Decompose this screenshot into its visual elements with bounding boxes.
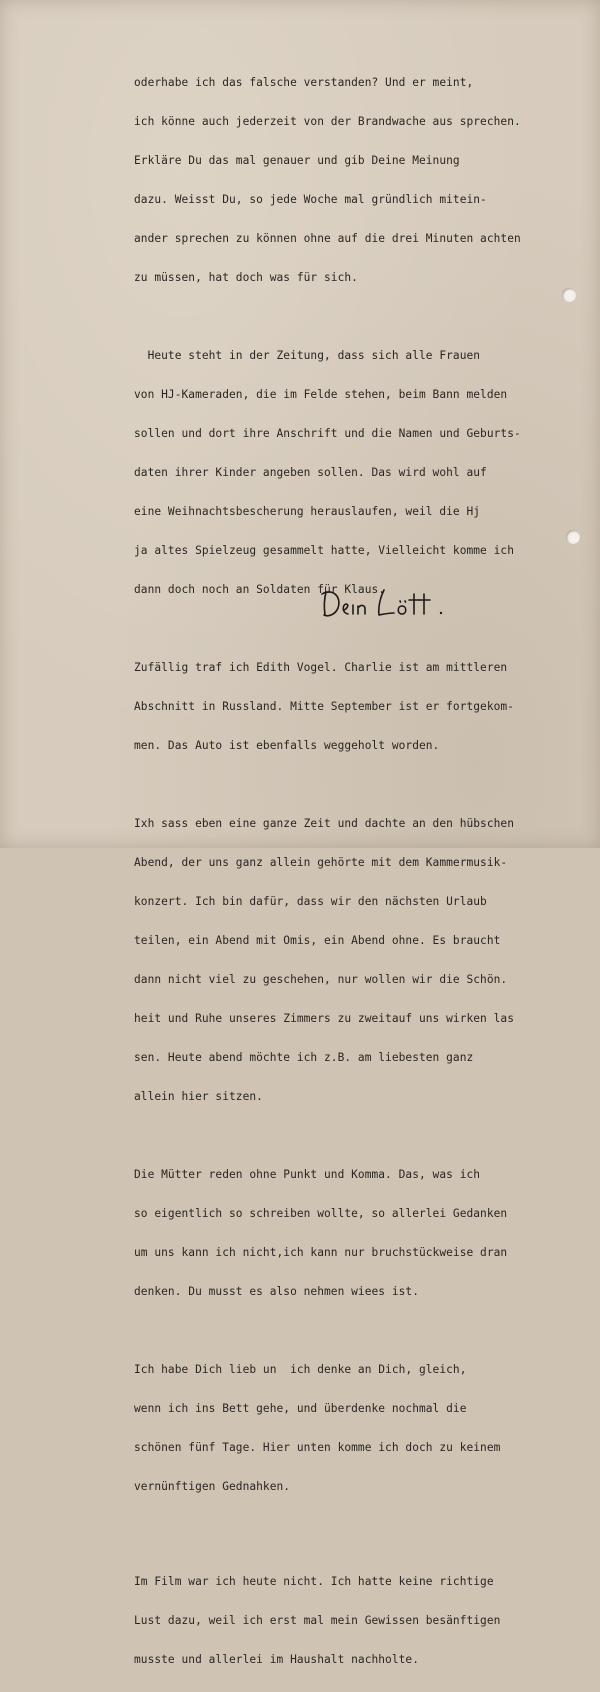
paragraph-newspaper (134, 323, 564, 622)
text-line: Abend, der uns ganz allein gehörte mit dem Kammermusik- (134, 856, 508, 869)
text-line: ich könne auch jederzeit von der Brandwache aus sprechen. (134, 115, 521, 128)
text-line: zu müssen, hat doch was für sich. (134, 271, 358, 284)
text-line: Zufällig traf ich Edith Vogel. Charlie ist am mittleren (134, 661, 508, 674)
text-line: Ixh sass eben eine ganze Zeit und dachte an den hübschen (134, 817, 514, 830)
paragraph-phone-call (134, 50, 564, 310)
text-line: eine Weihnachtsbescherung herauslaufen, weil die Hj (134, 505, 481, 518)
text-line: oderhabe ich das falsche verstanden? Und er meint, (134, 76, 474, 89)
paragraph-film (134, 1549, 564, 1692)
text-line: von HJ-Kameraden, die im Felde stehen, beim Bann melden (134, 388, 508, 401)
paragraph-evening (134, 791, 564, 1129)
text-line: dazu. Weisst Du, so jede Woche mal gründlich mitein- (134, 193, 487, 206)
text-line: ander sprechen zu können ohne auf die drei Minuten achten (134, 232, 521, 245)
text-line: ja altes Spielzeug gesammelt hatte, Vielleicht komme ich (134, 544, 514, 557)
text-line: men. Das Auto ist ebenfalls weggeholt worden. (134, 739, 440, 752)
paragraph-love (134, 1337, 564, 1519)
text-line: dann nicht viel zu geschehen, nur wollen wir die Schön. (134, 973, 508, 986)
letter-body (134, 50, 564, 1692)
text-line: heit und Ruhe unseres Zimmers zu zweitauf uns wirken las (134, 1012, 514, 1025)
punch-hole-top (562, 288, 576, 302)
text-line: Die Mütter reden ohne Punkt und Komma. Das, was ich (134, 1168, 481, 1181)
text-line: daten ihrer Kinder angeben sollen. Das wird wohl auf (134, 466, 487, 479)
text-line: sollen und dort ihre Anschrift und die Namen und Geburts- (134, 427, 521, 440)
text-line: so eigentlich so schreiben wollte, so allerlei Gedanken (134, 1207, 508, 1220)
text-line: teilen, ein Abend mit Omis, ein Abend ohne. Es braucht (134, 934, 501, 947)
text-line: schönen fünf Tage. Hier unten komme ich doch zu keinem (134, 1441, 501, 1454)
text-line: konzert. Ich bin dafür, dass wir den nächsten Urlaub (134, 895, 487, 908)
text-line: vernünftigen Gednahken. (134, 1480, 291, 1493)
paragraph-edith-vogel (134, 635, 564, 778)
text-line: musste und allerlei im Haushalt nachholte. (134, 1653, 419, 1666)
text-line: Ich habe Dich lieb un ich denke an Dich, gleich, (134, 1363, 467, 1376)
text-line: Heute steht in der Zeitung, dass sich alle Frauen (134, 349, 481, 362)
handwritten-signature (318, 582, 478, 624)
text-line: um uns kann ich nicht,ich kann nur bruchstückweise dran (134, 1246, 508, 1259)
text-line: wenn ich ins Bett gehe, und überdenke nochmal die (134, 1402, 467, 1415)
text-line: Lust dazu, weil ich erst mal mein Gewissen besänftigen (134, 1614, 501, 1627)
text-line: denken. Du musst es also nehmen wiees ist. (134, 1285, 419, 1298)
text-line: dann doch noch an Soldaten für Klaus. (134, 583, 386, 596)
signature-drawing (318, 582, 478, 624)
paragraph-mothers (134, 1142, 564, 1324)
punch-hole-bottom (566, 530, 580, 544)
text-line: Abschnitt in Russland. Mitte September ist er fortgekom- (134, 700, 514, 713)
text-line: sen. Heute abend möchte ich z.B. am liebesten ganz (134, 1051, 474, 1064)
text-line: Erkläre Du das mal genauer und gib Deine Meinung (134, 154, 460, 167)
text-line: Im Film war ich heute nicht. Ich hatte keine richtige (134, 1575, 494, 1588)
text-line: allein hier sitzen. (134, 1090, 263, 1103)
